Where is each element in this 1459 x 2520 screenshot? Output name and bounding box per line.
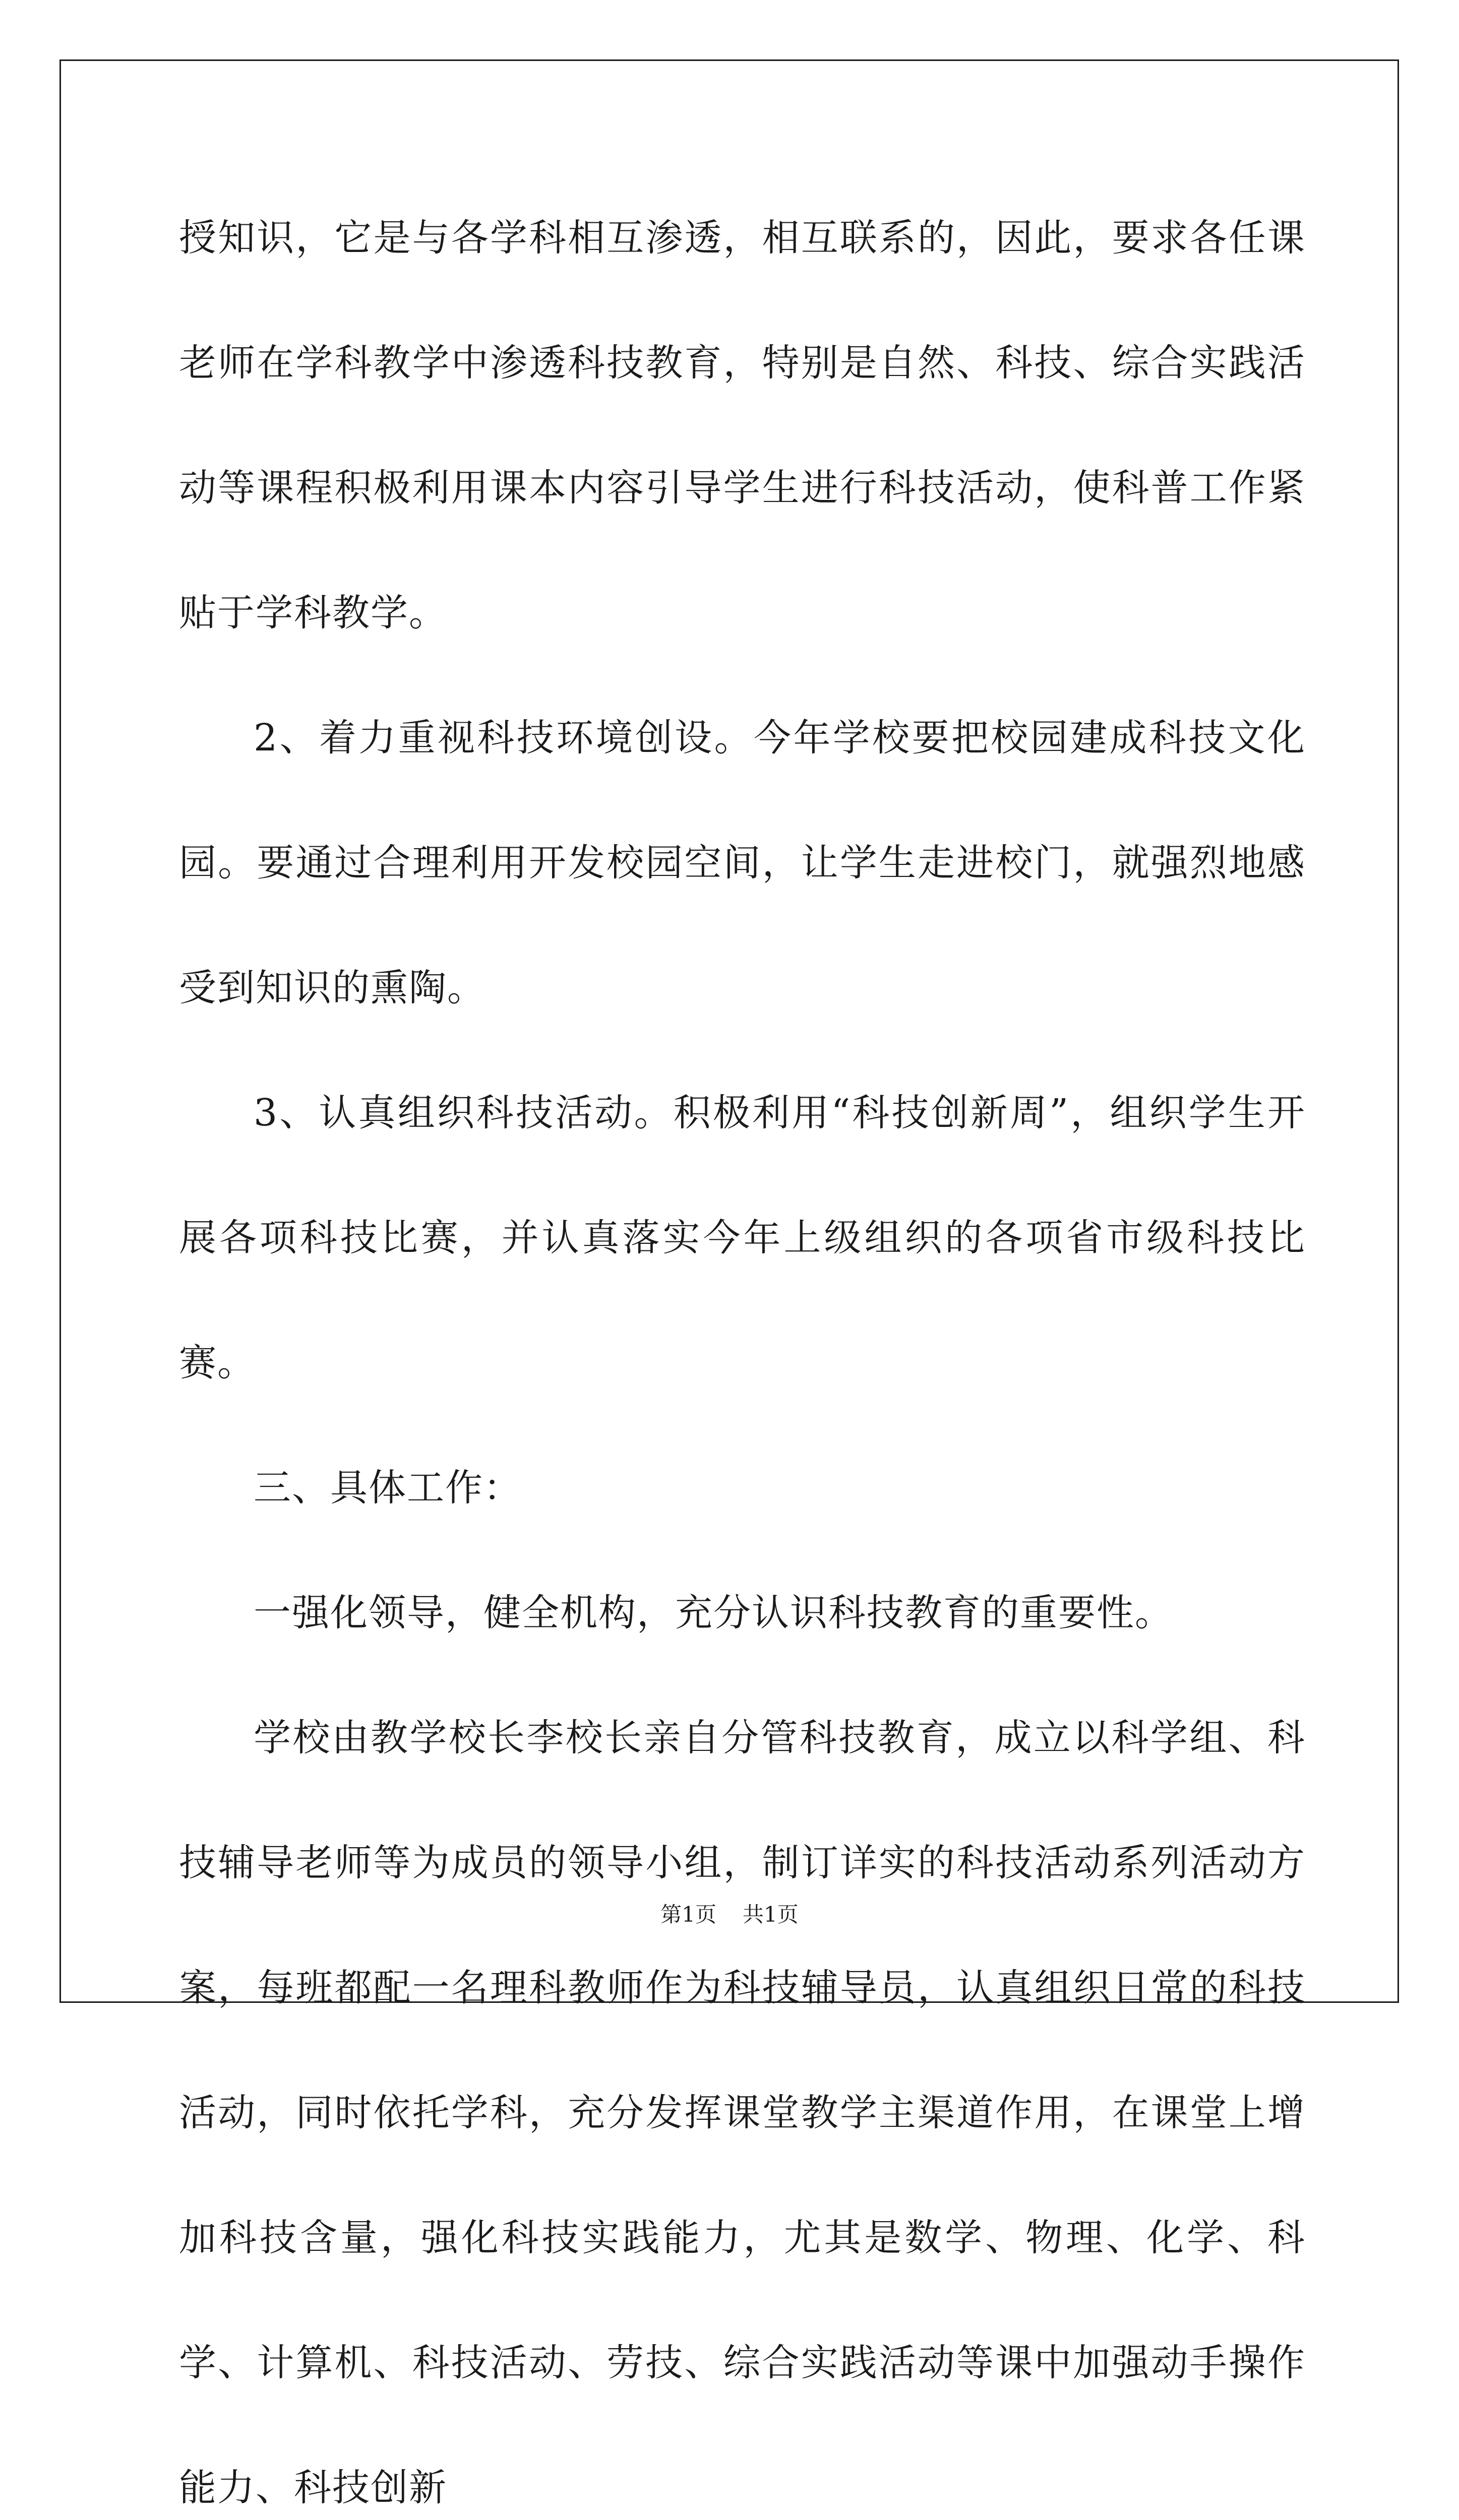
page-number: 第1页 [660, 1902, 716, 1927]
paragraph: 授知识，它是与各学科相互渗透，相互联系的，因此，要求各任课老师在学科教学中渗透科技教育，特别是自然、科技、综合实践活动等课程积极利用课本内容引导学生进行科技活动，使科普工作紧贴于学科教学。 [179, 216, 1306, 635]
paragraph: 学校由教学校长李校长亲自分管科技教育，成立以科学组、科技辅导老师等为成员的领导小组，制订详实的科技活动系列活动方案，每班都配一名理科教师作为科技辅导员，认真组织日常的科技活动，同时依托学科，充分发挥课堂教学主渠道作用，在课堂上增加科技含量，强化科技实践能力，尤其是数学、物理、化学、科学、计算机、科技活动、劳技、综合实践活动等课中加强动手操作能力、科技创新 [179, 1716, 1306, 2509]
subsection-heading: 一强化领导，健全机构，充分认识科技教育的重要性。 [254, 1591, 1173, 1634]
document-body [179, 175, 1306, 2520]
page-total: 共1页 [743, 1902, 799, 1927]
section-heading: 三、具体工作： [254, 1466, 522, 1509]
paragraph: 3、认真组织科技活动。积极利用“科技创新周”，组织学生开展各项科技比赛，并认真落实今年上级组织的各项省市级科技比赛。 [179, 1091, 1306, 1384]
paragraph: 2、着力重视科技环境创设。今年学校要把校园建成科技文化园。要通过合理利用开发校园空间，让学生走进校门，就强烈地感受到知识的熏陶。 [179, 716, 1306, 1010]
page-footer [0, 1898, 1459, 1928]
